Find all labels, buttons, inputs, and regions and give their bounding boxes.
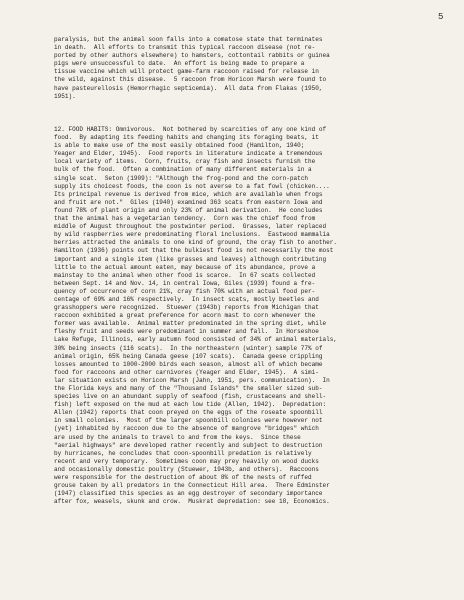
text-line: the Florida keys and many of the "Thousand Islands" the smaller sized sub- bbox=[54, 385, 323, 392]
text-line: the wild, against this disease. 5 raccoon from Horicon Marsh were found to bbox=[54, 76, 327, 84]
text-line: that the animal has a vegetarian tendency. Corn was the chief food from bbox=[54, 215, 316, 223]
text-line: grasshoppers were recognized. Stuewer (1943b) reports from Michigan that bbox=[54, 304, 319, 312]
text-line: middle of August throughout the postwinter period. Grasses, later replaced bbox=[54, 223, 327, 231]
text-line: and fruit are not." Giles (1940) examined 363 scats from eastern Iowa and bbox=[54, 198, 323, 206]
text-line: food. By adapting its feeding habits and changing its foraging beats, it bbox=[54, 134, 319, 142]
text-line: little to the actual amount eaten, may because of its abundance, prove a bbox=[54, 263, 316, 271]
text-line: former was available. Animal matter predominated in the spring diet, while bbox=[54, 320, 327, 328]
text-line: animal origin, 65% being Canada geese (107 scats). Canada geese crippling bbox=[54, 352, 323, 360]
text-line: between Sept. 14 and Nov. 14, in central Iowa, Giles (1939) found a fre- bbox=[54, 279, 316, 287]
text-line: found 78% of plant origin and only 23% of animal derivation. He concludes bbox=[54, 206, 323, 214]
text-line: supply its choicest foods, the coon is not averse to a fat fowl (chicken.... bbox=[54, 182, 330, 190]
text-line: food for raccoons and other carnivores (Yeager and Elder, 1945). A simi- bbox=[54, 368, 319, 376]
text-line: ported by other authors elsewhere) to hamsters, cottontail rabbits or guinea bbox=[54, 52, 330, 60]
paragraph-disease bbox=[54, 36, 426, 101]
text-line: mainstay to the animal when other food is scarce. In 67 scats collected bbox=[54, 271, 316, 279]
text-line: 1951). bbox=[54, 92, 76, 100]
text-line: in small colonies. Most of the larger spoonbill colonies were however not bbox=[54, 417, 323, 425]
text-line: "aerial highways" are developed rather recently and subject to destruction bbox=[54, 441, 323, 449]
text-line: 30% being insects (116 scats). In the northeastern (winter) sample 77% of bbox=[54, 344, 323, 352]
text-line: are used by the animals to travel to and from the keys. Since these bbox=[54, 433, 301, 441]
text-line: quency of occurrence of corn 21%, cray fish 70% with an actual food per- bbox=[54, 287, 316, 295]
page-number: 5 bbox=[438, 12, 444, 22]
text-line: species live on an abundant supply of seafood (fish, crustaceans and shell- bbox=[54, 393, 327, 401]
text-line: were responsible for the destruction of about 8% of the nests of ruffed bbox=[54, 474, 312, 482]
text-line: centage of 69% and 16% respectively. In insect scats, mostly beetles and bbox=[54, 295, 319, 303]
text-line: fish) left exposed on the mud at each low tide (Allen, 1942). Depredation: bbox=[54, 401, 327, 409]
text-line: local variety of items. Corn, fruits, cray fish and insects furnish the bbox=[54, 158, 316, 166]
text-line: important and a single item (like grasses and leaves) although contributing bbox=[54, 255, 327, 263]
text-line: (yet) inhabited by raccoon due to the absence of mangrove "bridges" which bbox=[54, 425, 319, 433]
text-line: paralysis, but the animal soon falls into a comatose state that terminates bbox=[54, 36, 323, 43]
text-line: recent and very temporary. Sometimes coon may prey heavily on wood ducks bbox=[54, 457, 319, 465]
text-line: Hamilton (1936) points out that the bulkiest food is not necessarily the most bbox=[54, 247, 334, 255]
text-line: Allen (1942) reports that coon preyed on the eggs of the roseate spoonbill bbox=[54, 409, 323, 417]
paragraph-food-habits bbox=[54, 126, 426, 506]
text-line: grouse taken by all predators in the Connecticut Hill area. There Edminster bbox=[54, 482, 330, 490]
text-line: and occasionally domestic poultry (Stuewer, 1943b, and others). Raccoons bbox=[54, 465, 319, 473]
text-line: lar situation exists on Horicon Marsh (Jahn, 1951, pers. communication). In bbox=[54, 376, 330, 384]
text-line: by hurricanes, he concludes that coon-spoonbill predation is relatively bbox=[54, 449, 312, 457]
text-line: (1947) classified this species as an egg destroyer of secondary importance bbox=[54, 490, 323, 498]
text-line: fleshy fruit and seeds were predominant in summer and fall. In Horseshoe bbox=[54, 328, 319, 336]
text-line: in death. All efforts to transmit this typical raccoon disease (not re- bbox=[54, 44, 316, 52]
text-line: bulk of the food. Often a combination of many different materials in a bbox=[54, 166, 312, 174]
text-line: losses amounted to 1000-2000 birds each season, almost all of which became bbox=[54, 360, 323, 368]
text-line: berries attracted the animals to one kind of ground, the cray fish to another. bbox=[54, 239, 338, 247]
text-line: have pasteurellosis (Hemorrhagic septicemia). All data from Flakas (1950, bbox=[54, 84, 323, 92]
text-line: Its principal revenue is derived from mice, which are available when frogs bbox=[54, 190, 323, 198]
text-line: Lake Refuge, Illinois, early autumn food consisted of 34% of animal materials, bbox=[54, 336, 338, 344]
text-line: single scat. Seton (1909): "Although the frog-pond and the corn-patch bbox=[54, 174, 309, 182]
text-line: tissue vaccine which will protect game-farm raccoon raised for release in bbox=[54, 68, 319, 76]
text-line: after fox, weasels, skunk and crow. Muskrat depredation: see 18, Economics. bbox=[54, 498, 330, 506]
text-line: pigs were unsuccessful to date. An effort is being made to prepare a bbox=[54, 60, 305, 68]
text-line: by wild raspberries were predominating floral inclusions. Eastwood mammalia bbox=[54, 231, 330, 239]
text-line: Yeager and Elder, 1945). Food reports in literature indicate a tremendous bbox=[54, 150, 323, 158]
text-line: 12. FOOD HABITS: Omnivorous. Not bothered by scarcities of any one kind of bbox=[54, 126, 327, 133]
text-line: is able to make use of the most easily obtained food (Hamilton, 1940; bbox=[54, 142, 305, 150]
text-line: raccoon exhibited a great preference for acorn mast to corn whenever the bbox=[54, 312, 316, 320]
